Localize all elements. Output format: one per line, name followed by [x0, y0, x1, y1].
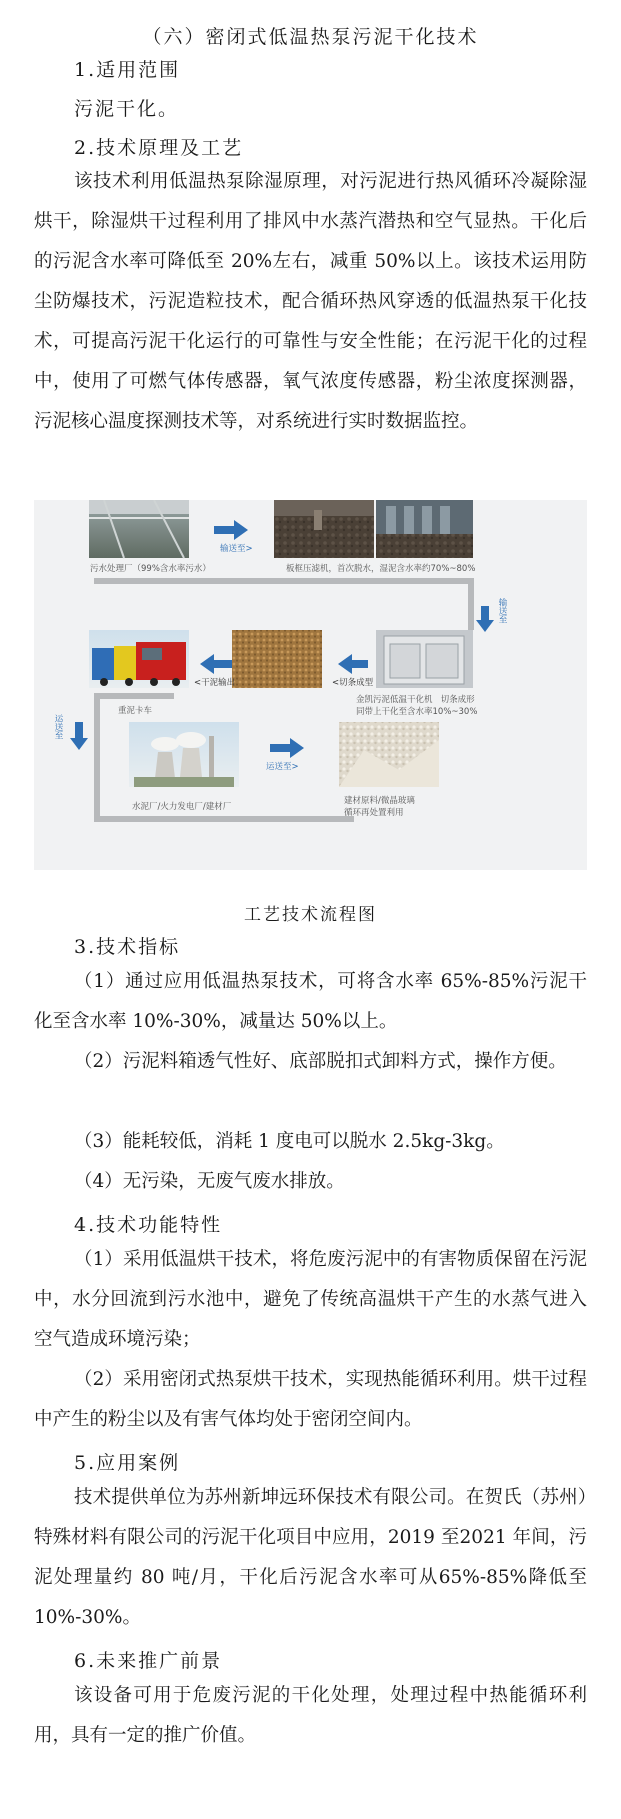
pipe-top: [94, 578, 474, 584]
label-convey-2: 输送至: [497, 598, 507, 624]
filter-press-photo-2: [376, 500, 473, 558]
section-6-text: 该设备可用于危废污泥的干化处理，处理过程中热能循环利用，具有一定的推广价值。: [34, 1685, 587, 1746]
figure-caption: 工艺技术流程图: [244, 905, 377, 925]
trucks-photo: [89, 630, 189, 688]
power-plant-photo: [129, 722, 239, 787]
pipe-mid: [94, 693, 174, 699]
doc-title: （六）密闭式低温热泵污泥干化技术: [142, 26, 479, 48]
section-4-item-1: （1）采用低温烘干技术，将危废污泥中的有害物质保留在污泥中，水分回流到污水池中，避免了传统高温烘干产生的水蒸气进入空气造成环境污染；: [34, 1249, 587, 1350]
label-material: 建材原料/微晶玻璃 循环再处置利用: [344, 796, 415, 818]
section-3-item-3: （3）能耗较低，消耗 1 度电可以脱水 2.5kg-3kg。: [74, 1131, 505, 1152]
arrow-left-1: [200, 654, 232, 674]
section-3-heading: 3.技术指标: [74, 936, 181, 958]
pipe-bottom: [94, 816, 354, 822]
label-cut-strip: <切条成型: [332, 678, 374, 688]
dryer-machine-photo: [376, 630, 473, 688]
label-dryer: 金凯污泥低温干化机 切条成形 同带上干化至含水率10%~30%: [356, 695, 478, 717]
section-1-heading: 1.适用范围: [74, 59, 181, 81]
section-1-text: 污泥干化。: [74, 98, 180, 120]
arrow-down-2: [70, 722, 88, 750]
section-6-heading: 6.未来推广前景: [74, 1650, 223, 1672]
pipe-right: [468, 578, 474, 630]
label-convey-4: 运送至>: [266, 762, 299, 772]
section-3-item-4: （4）无污染，无废气废水排放。: [74, 1171, 345, 1192]
section-4-heading: 4.技术功能特性: [74, 1214, 223, 1236]
section-4-item-2: （2）采用密闭式热泵烘干技术，实现热能循环利用。烘干过程中产生的粉尘以及有害气体均处于密闭空间内。: [34, 1369, 587, 1430]
section-5-heading: 5.应用案例: [74, 1452, 181, 1474]
section-5-text: 技术提供单位为苏州新坤远环保技术有限公司。在贺氏（苏州）特殊材料有限公司的污泥干化项目中应用，2019 至2021 年间，污泥处理量约 80 吨/月，干化后污泥含水率可从65%-85%降低至 10%-30%。: [34, 1487, 587, 1628]
process-flow-figure: [34, 500, 587, 870]
label-convey-3: 运送至: [53, 714, 63, 740]
arrow-left-2: [338, 654, 368, 674]
pipe-left-2: [94, 728, 100, 820]
label-truck: 重泥卡车: [118, 706, 153, 716]
arrow-down-1: [476, 606, 494, 632]
arrow-right-1: [214, 520, 248, 540]
label-sewage-plant: 污水处理厂（99%含水率污水）: [90, 564, 211, 574]
filter-press-photo: [274, 500, 374, 558]
section-3-item-1: （1）通过应用低温热泵技术，可将含水率 65%-85%污泥干化至含水率 10%-30%，减量达 50%以上。: [34, 971, 587, 1032]
dried-granules-photo: [232, 630, 322, 688]
arrow-right-2: [270, 738, 304, 758]
sewage-plant-photo: [89, 500, 189, 558]
section-3-item-2: （2）污泥料箱透气性好、底部脱扣式卸料方式，操作方便。: [74, 1051, 567, 1072]
section-2-text: 该技术利用低温热泵除湿原理，对污泥进行热风循环冷凝除湿烘干，除湿烘干过程利用了排风中水蒸汽潜热和空气显热。干化后的污泥含水率可降低至 20%左右，减重 50%以上。该技术运用防尘防爆技术，污泥造粒技术，配合循环热风穿透的低温热泵干化技术，可提高污泥干化运行的可靠性与安全性能；在污泥干化的过程中，使用了可燃气体传感器，氧气浓度传感器，粉尘浓度探测器，污泥核心温度探测技术等，对系统进行实时数据监控。: [34, 171, 587, 432]
label-dry-output: <干泥输出: [194, 678, 236, 688]
building-material-photo: [339, 722, 439, 787]
label-filter-press: 板框压滤机，首次脱水，湿泥含水率约70%~80%: [286, 564, 476, 574]
label-convey-1: 输送至>: [220, 544, 253, 554]
label-factory: 水泥厂/火力发电厂/建材厂: [132, 802, 232, 812]
flow-chart-svg: [34, 500, 587, 870]
section-2-heading: 2.技术原理及工艺: [74, 137, 244, 159]
